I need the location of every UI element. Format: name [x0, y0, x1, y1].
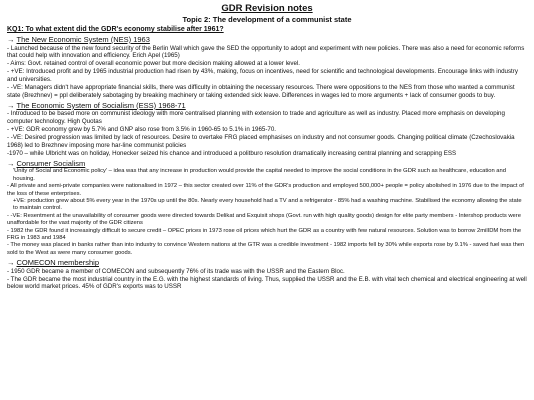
- paragraph: - -VE: Managers didn't have appropriate financial skills, there was difficulty in obtaining the necessary resources. There were oppositions to the NES from those who wanted a communist state (Brezhnev) = ppl deliberately sabotaging by breaking machinery or taking extended sick leave. Differences in wages led to more arguments + lack of consumer goods to buy.: [7, 84, 515, 99]
- paragraph: - 1950 GDR became a member of COMECON and subsequently 76% of its trade was with the USSR and the Eastern Bloc.: [7, 267, 345, 275]
- paragraph: -1970 – while Ulbricht was on holiday, Honecker seized his chance and introduced a politburo resolution dramatically increasing central planning and scrapping ESS: [7, 149, 457, 157]
- paragraph: - Launched because of the new found security of the Berlin Wall which gave the SED the opportunity to adopt and experiment with new policies. There was also a need for economic reforms that could help with innovation and efficiency. Erich Apel (1965): [7, 44, 525, 60]
- section-heading-text: Consumer Socialism: [16, 158, 86, 168]
- arrow-icon: →: [7, 258, 15, 268]
- paragraph: - Aims: Govt. retained control of overall economic power but more decision making allowed at a lower level.: [7, 60, 301, 68]
- paragraph: - All private and semi-private companies were nationalised in 1972 – this sector created over 11% of the GDR's production and employed 500,000+ people = policy abolished in 1976 due to the impact of the loss of these enterprises.: [7, 183, 524, 197]
- paragraph: - The GDR became the most industrial country in the E.G. with the highest standards of living. Thus, supplied the USSR and the E.B. with vital tech chemical and electrical engineering at well below world market prices. 45% of GDR's exports was to USSR: [7, 275, 527, 291]
- section-heading-text: The Economic System of Socialism (ESS) 1968-71: [16, 100, 186, 110]
- paragraph: +VE: production grew about 5% every year in the 1970s up until the 80s. Nearly every household had a TV and a refrigerator - 85% had a washing machine. Stabilised the economy allowing the state to maintain control.: [13, 197, 522, 212]
- paragraph: - +VE: GDR economy grew by 5.7% and GNP also rose from 3.5% in 1960-65 to 5.1% in 1965-70.: [7, 126, 277, 134]
- arrow-icon: →: [7, 158, 15, 168]
- document-title: GDR Revision notes: [221, 3, 313, 14]
- arrow-icon: →: [7, 100, 15, 110]
- section-heading-nes: [7, 35, 527, 45]
- paragraph: - The money was placed in banks rather than into industry to convince Western nations at the GTR was a credible investment - 1982 imports fell by 30% while exports rose by 9.1% - saved fuel was then sold to the West as were many consumer goods.: [7, 242, 525, 256]
- section-heading-text: The New Economic System (NES) 1963: [16, 35, 150, 44]
- paragraph: - Introduced to be based more on communist ideology with more centralised planning with extension to trade and agriculture as well as industry. Placed more emphasis on developing computer technology. High Quotas: [7, 110, 505, 126]
- paragraph: - +VE: Introduced profit and by 1965 industrial production had risen by 43%, making, focus on incentives, need for scientific and technological developments. Encourage links with industry and universities.: [7, 68, 518, 84]
- paragraph: - -VE: Resentment at the unavailability of consumer goods were directed towards Delikat and Exquisit shops (Govt. run with high quality goods) design for elite party members - Intershop products were unaffordable for the vast majority of the GDR citizens: [7, 212, 521, 227]
- section-heading-consumer-socialism: [7, 159, 527, 169]
- key-question: KQ1: To what extent did the GDR's economy stabilise after 1961?: [7, 26, 224, 33]
- section-heading-comecon: [7, 258, 527, 268]
- topic-subtitle: Topic 2: The development of a communist state: [182, 15, 352, 24]
- section-heading-ess: [7, 101, 527, 111]
- arrow-icon: →: [7, 35, 15, 44]
- section-heading-text: COMECON membership: [16, 258, 100, 268]
- paragraph: - -VE: Desired progression was limited by lack of resources. Desire to overtake FRG placed emphasises on industry and not consumer goods. Changing political climate (Czechoslovakia 1968) led to Brezhnev imposing more har-line communist policies: [7, 134, 515, 149]
- paragraph: 'Unity of Social and Economic policy' – idea was that any increase in production would provide the capital needed to improve the social conditions in the GDR such as healthcare, education and housing.: [13, 168, 506, 182]
- paragraph: - 1982 the GDR found it increasingly difficult to secure credit – OPEC prices in 1973 rose oil prices which hurt the GDR as a country with few natural resources. Solution was to borrow 2milIDM from the FRG in 1983 and 1984: [7, 227, 522, 241]
